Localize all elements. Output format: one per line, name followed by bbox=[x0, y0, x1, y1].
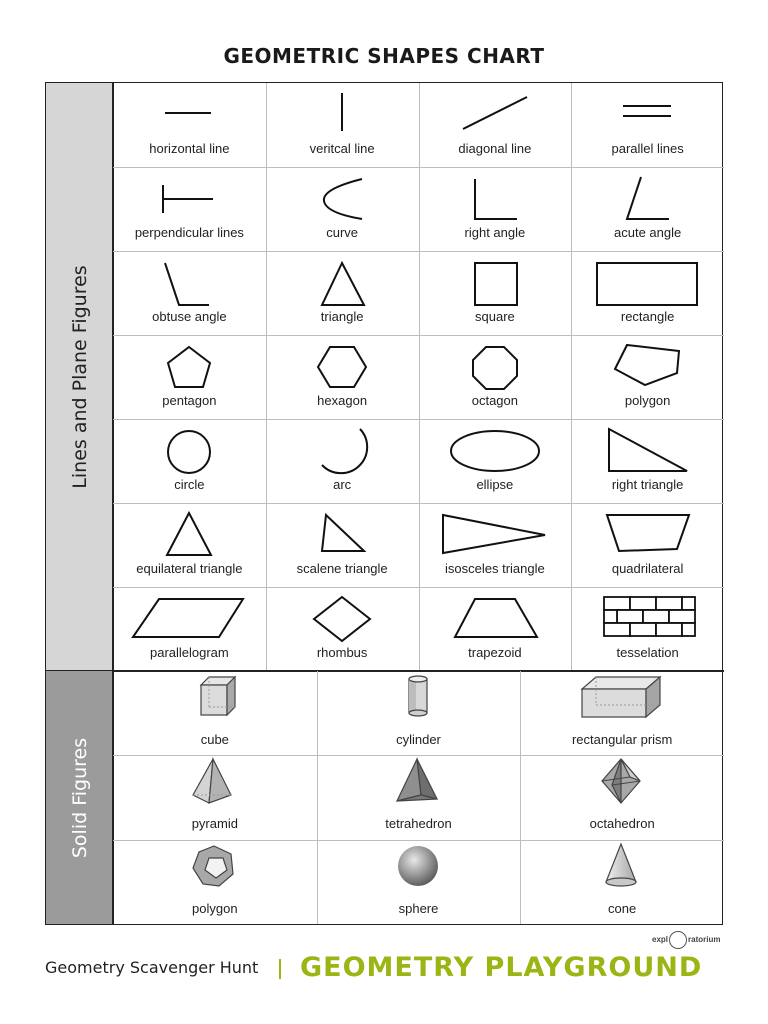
section-lines-plane bbox=[46, 83, 113, 671]
section-solid-label: Solid Figures bbox=[68, 737, 91, 858]
pentagon-icon bbox=[113, 335, 266, 397]
rhombus-icon bbox=[266, 587, 419, 649]
shape-label: acute angle bbox=[614, 225, 682, 240]
shape-label: equilateral triangle bbox=[136, 561, 243, 576]
solid-octahedron-icon bbox=[520, 755, 724, 809]
shape-cell-hexagon bbox=[266, 335, 419, 419]
shape-cell-scalene-triangle bbox=[266, 503, 419, 587]
shape-cell-triangle bbox=[266, 251, 419, 335]
shape-label: parallelogram bbox=[149, 645, 229, 660]
shape-label: triangle bbox=[320, 309, 364, 324]
perpendicular-lines-icon bbox=[113, 167, 266, 229]
isosceles-triangle-icon bbox=[419, 503, 572, 565]
section-solid bbox=[46, 671, 113, 924]
shape-cell-trapezoid bbox=[419, 587, 572, 671]
shape-cell-curve bbox=[266, 167, 419, 251]
solid-cell-cube bbox=[113, 671, 317, 755]
shape-label: ellipse bbox=[476, 477, 514, 492]
solid-cell-sphere bbox=[317, 840, 521, 924]
solid-sphere-icon bbox=[317, 840, 521, 894]
shape-label: octagon bbox=[471, 393, 518, 408]
parallel-lines-icon bbox=[571, 83, 724, 145]
shapes-chart bbox=[45, 82, 723, 925]
scalene-triangle-icon bbox=[266, 503, 419, 565]
footer-subtitle: Geometry Scavenger Hunt bbox=[45, 958, 259, 977]
shape-label: scalene triangle bbox=[296, 561, 388, 576]
acute-angle-icon bbox=[571, 167, 724, 229]
rectangle-icon bbox=[571, 251, 724, 313]
square-icon bbox=[419, 251, 572, 313]
veritcal-line-icon bbox=[266, 83, 419, 145]
shape-label: right triangle bbox=[611, 477, 684, 492]
shape-cell-quadrilateral bbox=[571, 503, 724, 587]
footer-divider bbox=[279, 959, 281, 979]
logo-text-left: expl bbox=[652, 935, 669, 945]
solid-label: pyramid bbox=[191, 816, 238, 832]
shape-cell-rectangle bbox=[571, 251, 724, 335]
shape-cell-square bbox=[419, 251, 572, 335]
shape-cell-tesselation bbox=[571, 587, 724, 671]
logo-text-right: ratorium bbox=[688, 935, 721, 945]
shape-cell-parallelogram bbox=[113, 587, 266, 671]
solid-label: rectangular prism bbox=[571, 732, 673, 747]
shape-label: perpendicular lines bbox=[134, 225, 244, 240]
shape-cell-horizontal-line bbox=[113, 83, 266, 167]
logo-circle-icon bbox=[669, 931, 687, 949]
solid-cell-pyramid bbox=[113, 755, 317, 839]
diagonal-line-icon bbox=[419, 83, 572, 145]
shape-label: obtuse angle bbox=[152, 309, 227, 324]
polygon-icon bbox=[571, 335, 724, 397]
octagon-icon bbox=[419, 335, 572, 397]
shape-cell-equilateral-triangle bbox=[113, 503, 266, 587]
solid-label: tetrahedron bbox=[385, 816, 452, 832]
solid-cylinder-icon bbox=[317, 671, 521, 725]
col-divider bbox=[571, 83, 572, 671]
col-divider bbox=[266, 83, 267, 671]
trapezoid-icon bbox=[419, 587, 572, 649]
solid-rectangular-prism-icon bbox=[520, 671, 724, 725]
shape-label: diagonal line bbox=[458, 141, 532, 156]
shape-label: circle bbox=[174, 477, 205, 492]
solid-polygon-icon bbox=[113, 840, 317, 894]
ellipse-icon bbox=[419, 419, 572, 481]
shape-label: isosceles triangle bbox=[445, 561, 545, 576]
horizontal-line-icon bbox=[113, 83, 266, 145]
tesselation-icon bbox=[571, 587, 724, 649]
solid-cone-icon bbox=[520, 840, 724, 894]
solid-cube-icon bbox=[113, 671, 317, 725]
row-divider bbox=[113, 755, 724, 756]
shape-cell-octagon bbox=[419, 335, 572, 419]
shape-cell-isosceles-triangle bbox=[419, 503, 572, 587]
right-angle-icon bbox=[419, 167, 572, 229]
shape-label: rhombus bbox=[316, 645, 368, 660]
shape-cell-circle bbox=[113, 419, 266, 503]
circle-icon bbox=[113, 419, 266, 481]
solid-tetrahedron-icon bbox=[317, 755, 521, 809]
shape-cell-right-angle bbox=[419, 167, 572, 251]
shape-cell-right-triangle bbox=[571, 419, 724, 503]
shape-label: veritcal line bbox=[309, 141, 375, 156]
solid-cell-cylinder bbox=[317, 671, 521, 755]
right-triangle-icon bbox=[571, 419, 724, 481]
shape-label: parallel lines bbox=[611, 141, 684, 156]
obtuse-angle-icon bbox=[113, 251, 266, 313]
shape-cell-veritcal-line bbox=[266, 83, 419, 167]
shape-cell-pentagon bbox=[113, 335, 266, 419]
shape-label: pentagon bbox=[162, 393, 217, 408]
shape-label: trapezoid bbox=[468, 645, 522, 660]
curve-icon bbox=[266, 167, 419, 229]
solid-cell-octahedron bbox=[520, 755, 724, 839]
shape-label: horizontal line bbox=[149, 141, 230, 156]
shape-cell-obtuse-angle bbox=[113, 251, 266, 335]
shape-cell-ellipse bbox=[419, 419, 572, 503]
solid-label: polygon bbox=[192, 900, 238, 916]
equilateral-triangle-icon bbox=[113, 503, 266, 565]
hexagon-icon bbox=[266, 335, 419, 397]
col-divider bbox=[419, 83, 420, 671]
triangle-icon bbox=[266, 251, 419, 313]
col-divider bbox=[520, 671, 521, 924]
solid-pyramid-icon bbox=[113, 755, 317, 809]
solid-label: cylinder bbox=[396, 732, 441, 747]
shape-label: tesselation bbox=[616, 645, 679, 660]
shape-label: quadrilateral bbox=[611, 561, 684, 576]
solid-label: sphere bbox=[398, 900, 439, 916]
solid-cell-polygon bbox=[113, 840, 317, 924]
shape-label: rectangle bbox=[620, 309, 675, 324]
shape-label: curve bbox=[326, 225, 359, 240]
col-divider bbox=[317, 671, 318, 924]
shape-cell-acute-angle bbox=[571, 167, 724, 251]
chart-title: GEOMETRIC SHAPES CHART bbox=[223, 44, 545, 68]
solid-section-divider bbox=[113, 670, 724, 672]
parallelogram-icon bbox=[113, 587, 266, 649]
shape-label: arc bbox=[333, 477, 352, 492]
quadrilateral-icon bbox=[571, 503, 724, 565]
shape-label: hexagon bbox=[317, 393, 368, 408]
solid-label: cube bbox=[200, 732, 229, 747]
section-lines-plane-label: Lines and Plane Figures bbox=[68, 264, 91, 489]
exploratorium-logo bbox=[652, 931, 720, 949]
shape-cell-parallel-lines bbox=[571, 83, 724, 167]
shape-cell-polygon bbox=[571, 335, 724, 419]
solid-label: octahedron bbox=[589, 816, 655, 832]
shape-cell-perpendicular-lines bbox=[113, 167, 266, 251]
solid-cell-rectangular-prism bbox=[520, 671, 724, 755]
arc-icon bbox=[266, 419, 419, 481]
solid-cell-tetrahedron bbox=[317, 755, 521, 839]
solid-label: cone bbox=[608, 900, 637, 916]
shape-cell-arc bbox=[266, 419, 419, 503]
shape-label: polygon bbox=[624, 393, 671, 408]
row-divider bbox=[113, 840, 724, 841]
solid-cell-cone bbox=[520, 840, 724, 924]
shape-label: square bbox=[475, 309, 515, 324]
footer-brand: GEOMETRY PLAYGROUND bbox=[300, 952, 703, 983]
shape-cell-diagonal-line bbox=[419, 83, 572, 167]
shape-label: right angle bbox=[464, 225, 526, 240]
shape-cell-rhombus bbox=[266, 587, 419, 671]
